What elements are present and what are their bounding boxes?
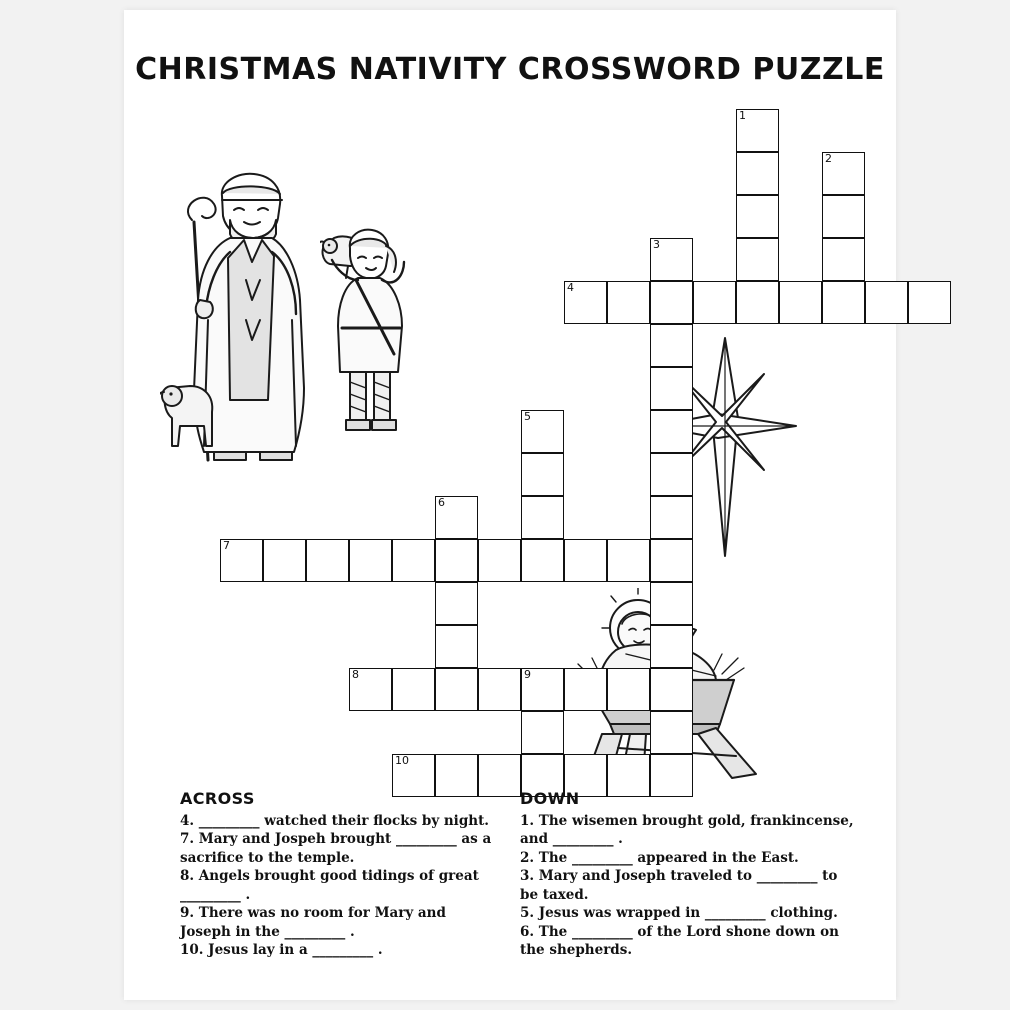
across-clue-9: 9. There was no room for Mary and Joseph in the _________ . — [180, 905, 446, 940]
crossword-cell[interactable] — [435, 668, 478, 711]
cell-number: 6 — [438, 496, 445, 509]
down-clue-1: 1. The wisemen brought gold, frankincense, and _________ . — [520, 812, 854, 847]
crossword-cell[interactable] — [736, 281, 779, 324]
crossword-cell[interactable] — [435, 539, 478, 582]
crossword-cell[interactable] — [607, 281, 650, 324]
across-clue-7: 7. Mary and Jospeh brought _________ as a sacrifice to the temple. — [180, 831, 492, 866]
crossword-cell[interactable] — [478, 668, 521, 711]
crossword-cell[interactable] — [650, 410, 693, 453]
crossword-cell[interactable] — [736, 238, 779, 281]
crossword-cell[interactable] — [521, 668, 564, 711]
across-clue-4: 4. _________ watched their flocks by night. — [180, 812, 490, 829]
crossword-cell[interactable] — [822, 281, 865, 324]
across-clues — [180, 790, 500, 960]
down-heading: DOWN — [520, 789, 580, 808]
crossword-cell[interactable] — [435, 625, 478, 668]
down-clue-5: 5. Jesus was wrapped in _________ clothing. — [520, 905, 838, 921]
cell-number: 8 — [352, 668, 359, 681]
crossword-cell[interactable] — [392, 539, 435, 582]
crossword-cell[interactable] — [650, 539, 693, 582]
crossword-cell[interactable] — [435, 496, 478, 539]
crossword-cell[interactable] — [521, 711, 564, 754]
crossword-cell[interactable] — [564, 281, 607, 324]
crossword-cell[interactable] — [779, 281, 822, 324]
crossword-cell[interactable] — [306, 539, 349, 582]
crossword-cell[interactable] — [521, 453, 564, 496]
crossword-cell[interactable] — [822, 238, 865, 281]
crossword-cell[interactable] — [736, 195, 779, 238]
cell-number: 4 — [567, 281, 574, 294]
down-clue-6: 6. The _________ of the Lord shone down on the shepherds. — [520, 923, 839, 958]
crossword-cell[interactable] — [349, 668, 392, 711]
crossword-cell[interactable] — [693, 281, 736, 324]
crossword-cell[interactable] — [650, 324, 693, 367]
crossword-cell[interactable] — [650, 238, 693, 281]
down-clue-2: 2. The _________ appeared in the East. — [520, 849, 799, 866]
crossword-cell[interactable] — [607, 539, 650, 582]
crossword-cell[interactable] — [650, 496, 693, 539]
crossword-cell[interactable] — [349, 539, 392, 582]
across-clue-10: 10. Jesus lay in a _________ . — [180, 942, 383, 958]
crossword-cell[interactable] — [564, 539, 607, 582]
crossword-cell[interactable] — [650, 453, 693, 496]
cell-number: 10 — [395, 754, 409, 767]
down-clue-3: 3. Mary and Joseph traveled to _________ to be taxed. — [520, 868, 838, 903]
crossword-cell[interactable] — [435, 582, 478, 625]
cell-number: 2 — [825, 152, 832, 165]
crossword-cell[interactable] — [607, 668, 650, 711]
crossword-cell[interactable] — [650, 668, 693, 711]
crossword-cell[interactable] — [865, 281, 908, 324]
crossword-cell[interactable] — [650, 281, 693, 324]
across-clue-8: 8. Angels brought good tidings of great _________ . — [180, 868, 479, 903]
crossword-cell[interactable] — [650, 711, 693, 754]
crossword-cell[interactable] — [521, 539, 564, 582]
crossword-cell[interactable] — [736, 109, 779, 152]
worksheet-page — [124, 10, 896, 1000]
crossword-cell[interactable] — [650, 367, 693, 410]
crossword-cell[interactable] — [650, 625, 693, 668]
crossword-cell[interactable] — [521, 496, 564, 539]
cell-number: 9 — [524, 668, 531, 681]
crossword-cell[interactable] — [392, 668, 435, 711]
across-heading: ACROSS — [180, 789, 255, 808]
crossword-cell[interactable] — [564, 668, 607, 711]
cell-number: 5 — [524, 410, 531, 423]
crossword-cell[interactable] — [263, 539, 306, 582]
crossword-cell[interactable] — [822, 195, 865, 238]
crossword-cell[interactable] — [650, 582, 693, 625]
crossword-cell[interactable] — [736, 152, 779, 195]
crossword-cell[interactable] — [521, 410, 564, 453]
cell-number: 7 — [223, 539, 230, 552]
cell-number: 1 — [739, 109, 746, 122]
crossword-cell[interactable] — [478, 539, 521, 582]
crossword-cell[interactable] — [908, 281, 951, 324]
cell-number: 3 — [653, 238, 660, 251]
down-clues — [520, 790, 860, 960]
page-title: CHRISTMAS NATIVITY CROSSWORD PUZZLE — [135, 52, 885, 87]
crossword-cell[interactable] — [822, 152, 865, 195]
crossword-cell[interactable] — [220, 539, 263, 582]
